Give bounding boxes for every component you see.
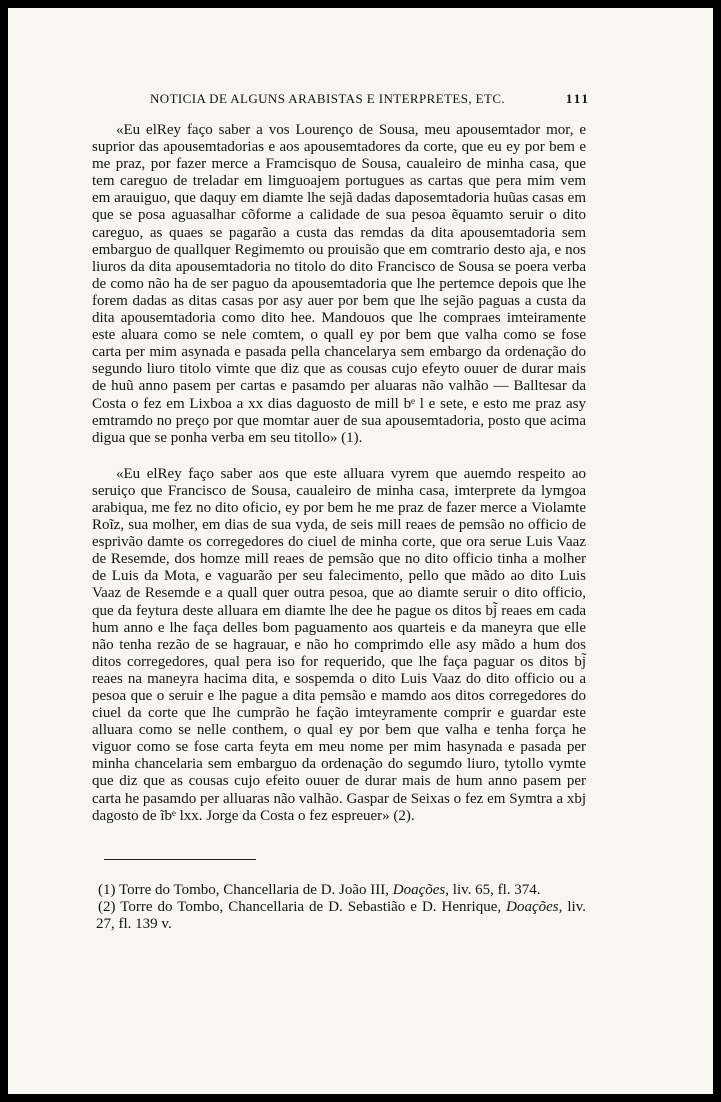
footnote-italic-title: Doações,	[506, 899, 563, 915]
footnote-text: Torre do Tombo, Chancellaria de D. João III,	[118, 882, 393, 898]
footnote-number: (2)	[98, 899, 116, 915]
book-page	[8, 8, 713, 1094]
running-title: NOTICIA DE ALGUNS ARABISTAS E INTERPRETES, ETC.	[150, 91, 506, 106]
main-text	[92, 122, 586, 825]
paragraph-alvara-1: «Eu elRey faço saber a vos Lourenço de Sousa, meu apousemtador mor, e suprior das apousemtadorias e aos apousemtadores da corte, que eu ey por bem e me praz, por fazer merce a Framcisquo de Sousa, caualeiro de minha casa, que tem careguo de treladar em limguoajem portugues as cartas que pera mim vem em arauiguo, que daquy em diamte lhe sejã dadas daposemtadoria huũas casas em que se posa aguasalhar cõforme a calidade de sua pesoa ẽquamto seruir o dito careguo, as quaes se pagarão a custa das remdas da dita apousemtadoria sem embarguo de quallquer Regimemto ou prouisão que em comtrario desto aja, e nos liuros da dita apousemtadoria no titolo do dito Francisco de Sousa se poera verba de como não ha de ser paguo da apousemtadoria que lhe pertemce depois que lhe forem dadas as ditas casas por asy auer por bem que lhe sejão paguas a custa da dita apousemtadoria como dito hee. Mandouos que lhe compraes imteiramente este aluara como se nele comtem, o quall ey por bem que valha como se fose carta per mim asynada e pasada pella chancelarya sem embargo da ordenação do segundo liuro titolo vimte que diz que as cousas cujo efeyto ouuer de durar mais de huũ anno pasem per cartas e pasamdo per aluaras não valhão — Balltesar da Costa o fez em Lixboa a xx dias daguosto de mill bᵉ l e sete, e esto me praz asy emtramdo no preço por que momtar auer de sua apousemtadoria, posto que acima digua que se ponha verba em seu titollo» (1).	[92, 122, 586, 446]
footnote-2	[96, 899, 586, 933]
footnote-number: (1)	[98, 882, 116, 898]
paragraph-spacer	[92, 447, 586, 466]
footnote-separator	[104, 859, 256, 860]
footnote-reference: liv. 27, fl. 139 v.	[96, 899, 586, 932]
footnote-reference: liv. 65, fl. 374.	[449, 882, 541, 898]
running-header	[150, 91, 590, 107]
page-number: 111	[565, 91, 590, 106]
footnote-1	[96, 882, 586, 899]
footnotes	[96, 882, 586, 933]
paragraph-alvara-2: «Eu elRey faço saber aos que este alluara vyrem que auemdo respeito ao seruiço que Francisco de Sousa, caualeiro de minha casa, imterprete da lymgoa arabiqua, me fez no dito oficio, ey por bem he me praz de fazer merce a Violamte Roĩz, sua molher, em dias de sua vyda, de seis mill reaes de pemsão no officio de esprivão damte os corregedores do ciuel de minha corte, que ora serue Luis Vaaz de Resemde, dos homze mill reaes de pemsão que no dito officio tinha a molher de Luis da Mota, e vaguarão per seu falecimento, pello que mãdo ao dito Luis Vaaz de Resemde e a quall quer outra pesoa, que ao diamte seruir o dito officio, que da feytura deste alluara em diamte lhe dee he pague os ditos bj̃ reaes em cada hum anno e lhe faça delles bom paguamento aos quarteis e da maneyra que elle não tenha rezão de se hagrauar, e não ho comprimdo elle asy mãdo a hum dos ditos corregedores, qual pera iso for requerido, que lhe faça paguar os ditos bj̃ reaes na maneyra hacima dita, e sospemda o dito Luis Vaaz do dito officio ou a pesoa que o seruir e lhe pague a dita pemsão e mamdo aos ditos corregedores do ciuel da corte que lhe cumprão he fação imteyramente comprir e guardar este alluara como se nelle conthem, o qual ey por bem que valha e tenha força he viguor como se fose carta feyta em meu nome per mim hasynada e pasada per minha chancelaria sem embarguo da ordenação do segumdo liuro, tytollo vymte que diz que as cousas cujo efeito ouuer de durar mais de hum anno pasem per carta he pasamdo per alluaras não valhão. Gaspar de Seixas o fez em Symtra a xbj dagosto de ĩbᵉ lxx. Jorge da Costa o fez espreuer» (2).	[92, 465, 586, 824]
footnote-italic-title: Doações,	[392, 882, 450, 898]
footnote-text: Torre do Tombo, Chancellaria de D. Sebastião e D. Henrique,	[120, 899, 507, 915]
